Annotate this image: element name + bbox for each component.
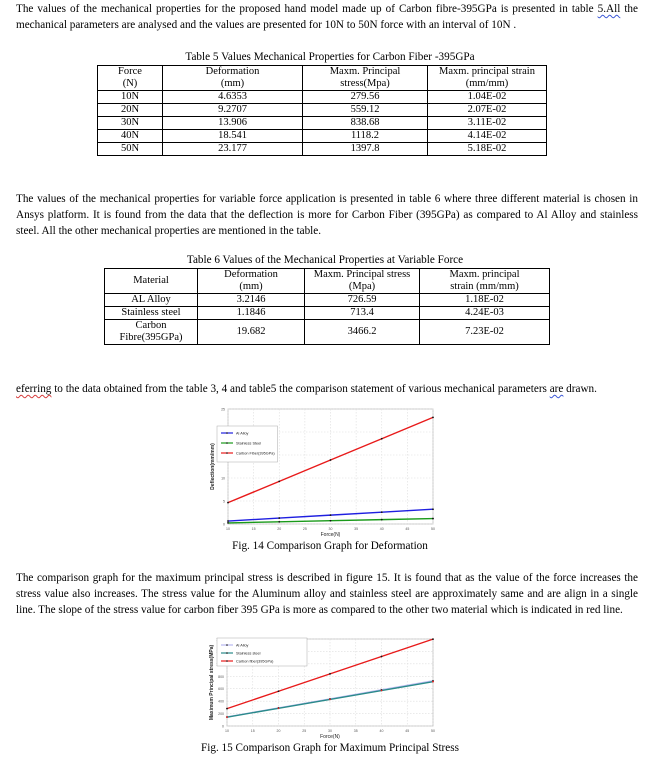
x-tick-label: 35 <box>354 527 359 531</box>
data-point <box>381 438 383 440</box>
misspelled-word[interactable]: eferring <box>16 383 52 395</box>
data-point <box>227 522 229 524</box>
data-point <box>432 518 434 520</box>
y-tick-label: 400 <box>218 699 224 704</box>
table5-header-deformation: Deformation (mm) <box>163 66 303 91</box>
table5-row <box>98 91 547 104</box>
table6-header-material: Material <box>105 269 198 294</box>
table6-material-cell: Carbon Fibre(395GPa) <box>105 320 198 345</box>
table6-header-row <box>105 269 550 294</box>
x-tick-label: 45 <box>405 729 410 733</box>
x-tick-label: 40 <box>379 729 384 733</box>
x-axis-label: Force(N) <box>320 734 340 740</box>
legend-marker <box>226 652 228 654</box>
legend-marker <box>226 442 228 444</box>
data-point <box>330 514 332 516</box>
table5-cell: 1.04E-02 <box>428 91 547 104</box>
paragraph-text: The values of the mechanical properties for the proposed hand model made up of Carbon fibre-395GPa is presented in table <box>16 3 598 15</box>
y-tick-label: 800 <box>218 674 224 679</box>
x-tick-label: 40 <box>379 527 384 531</box>
x-tick-label: 20 <box>277 527 282 531</box>
y-tick-label: 5 <box>223 499 225 504</box>
table5-header-row <box>98 66 547 91</box>
x-axis-label: Force(N) <box>320 532 341 538</box>
y-tick-label: 25 <box>221 407 225 412</box>
table5-cell: 40N <box>98 130 163 143</box>
y-axis-label: Deflection(mm/mm) <box>210 443 216 490</box>
comparison-intro-paragraph <box>16 381 638 397</box>
data-point <box>278 690 280 692</box>
table6-cell: 4.24E-03 <box>420 307 550 320</box>
x-tick-label: 50 <box>431 527 435 531</box>
table5-row <box>98 143 547 156</box>
table5-cell: 279.56 <box>303 91 428 104</box>
table6-caption: Table 6 Values of the Mechanical Properties at Variable Force <box>186 254 464 266</box>
data-point <box>226 708 228 710</box>
x-tick-label: 30 <box>328 729 332 733</box>
table5-cell: 3.11E-02 <box>428 117 547 130</box>
table6-cell: 726.59 <box>305 294 420 307</box>
data-point <box>432 416 434 418</box>
data-point <box>381 656 383 658</box>
x-tick-label: 15 <box>250 729 255 733</box>
table5-cell: 10N <box>98 91 163 104</box>
fig15-caption: Fig. 15 Comparison Graph for Maximum Principal Stress <box>201 742 459 754</box>
data-point <box>278 521 280 523</box>
legend-marker <box>226 644 228 646</box>
x-tick-label: 30 <box>328 527 333 531</box>
table5-cell: 50N <box>98 143 163 156</box>
y-tick-label: 0 <box>223 522 225 527</box>
table6-header-stress: Maxm. Principal stress (Mpa) <box>305 269 420 294</box>
x-tick-label: 25 <box>302 527 307 531</box>
table6-row <box>105 320 550 345</box>
legend-marker <box>226 432 228 434</box>
data-point <box>381 511 383 513</box>
table6-row <box>105 307 550 320</box>
data-point <box>226 716 228 718</box>
table6-intro-paragraph: The values of the mechanical properties for variable force application is presented in table 6 where three different material is chosen in Ansys platform. It is found from the data that the deflection is more for Carbon Fiber (395GPa) as compared to Al Alloy and stainless steel. All the other mechanical properties are mentioned in the table. <box>16 193 638 237</box>
stress-chart <box>195 632 445 742</box>
data-point <box>330 520 332 522</box>
table5-cell: 13.906 <box>163 117 303 130</box>
x-tick-label: 20 <box>276 729 281 733</box>
table6-header-strain: Maxm. principal strain (mm/mm) <box>420 269 550 294</box>
legend-label: Al Alloy <box>236 431 249 436</box>
data-point <box>432 681 434 683</box>
table6-cell: 7.23E-02 <box>420 320 550 345</box>
table6-cell: 713.4 <box>305 307 420 320</box>
table5-row <box>98 117 547 130</box>
table5-cell: 20N <box>98 104 163 117</box>
table5 <box>97 65 547 156</box>
y-tick-label: 600 <box>218 687 224 692</box>
data-point <box>329 699 331 701</box>
data-point <box>329 673 331 675</box>
table5-cell: 23.177 <box>163 143 303 156</box>
table5-cell: 30N <box>98 117 163 130</box>
deformation-chart <box>195 400 445 540</box>
data-point <box>330 459 332 461</box>
table5-cell: 838.68 <box>303 117 428 130</box>
table5-cell: 5.18E-02 <box>428 143 547 156</box>
fig14-caption: Fig. 14 Comparison Graph for Deformation <box>232 540 428 552</box>
paragraph-text: to the data obtained from the table 3, 4 and table5 the comparison statement of various mechanical parameters <box>51 383 550 395</box>
y-axis-label: Maximum Principal stress(MPa) <box>209 644 215 721</box>
table6-header-deformation: Deformation (mm) <box>198 269 305 294</box>
legend-label: Carbon fiber(395GPa) <box>236 659 274 664</box>
table5-cell: 1118.2 <box>303 130 428 143</box>
data-point <box>278 517 280 519</box>
table6-cell: 3466.2 <box>305 320 420 345</box>
table6-cell: 3.2146 <box>198 294 305 307</box>
table5-cell: 2.07E-02 <box>428 104 547 117</box>
table5-caption: Table 5 Values Mechanical Properties for Carbon Fiber -395GPa <box>185 51 475 63</box>
table5-cell: 4.6353 <box>163 91 303 104</box>
x-tick-label: 50 <box>431 729 435 733</box>
x-tick-label: 45 <box>405 527 410 531</box>
x-tick-label: 10 <box>226 527 230 531</box>
legend-label: Stainless Steel <box>236 441 262 446</box>
x-tick-label: 35 <box>353 729 358 733</box>
data-point <box>278 480 280 482</box>
table5-header-force: Force (N) <box>98 66 163 91</box>
x-tick-label: 25 <box>302 729 307 733</box>
table6-row <box>105 294 550 307</box>
legend-marker <box>226 660 228 662</box>
table5-cell: 18.541 <box>163 130 303 143</box>
paragraph-text: drawn. <box>563 383 597 395</box>
y-tick-label: 200 <box>218 712 224 717</box>
legend-marker <box>226 452 228 454</box>
table6-cell: 1.1846 <box>198 307 305 320</box>
table6-cell: 1.18E-02 <box>420 294 550 307</box>
table5-header-strain: Maxm. principal strain (mm/mm) <box>428 66 547 91</box>
data-point <box>381 690 383 692</box>
y-tick-label: 10 <box>221 476 225 481</box>
stress-paragraph: The comparison graph for the maximum principal stress is described in figure 15. It is found that as the value of the force increases the stress value also increases. The stress value for the Aluminum alloy and stainless steel are approximately same and are align in a single line. The slope of the stress value for carbon fiber 395 GPa is more as compared to the other two material which is indicated in red line. <box>16 572 638 616</box>
flagged-word[interactable]: are <box>549 383 564 395</box>
table6-cell: 19.682 <box>198 320 305 345</box>
x-tick-label: 10 <box>225 729 229 733</box>
table5-cell: 1397.8 <box>303 143 428 156</box>
table5-cell: 559.12 <box>303 104 428 117</box>
table6-material-cell: AL Alloy <box>105 294 198 307</box>
table6 <box>104 268 550 345</box>
flagged-word[interactable]: 5.All <box>597 3 621 15</box>
data-point <box>381 519 383 521</box>
data-point <box>432 508 434 510</box>
table6-material-cell: Stainless steel <box>105 307 198 320</box>
legend-label: Al Alloy <box>236 643 249 648</box>
table5-row <box>98 104 547 117</box>
table5-cell: 4.14E-02 <box>428 130 547 143</box>
table5-cell: 9.2707 <box>163 104 303 117</box>
y-tick-label: 0 <box>222 724 224 729</box>
legend-label: Stainless steel <box>236 651 261 656</box>
data-point <box>227 520 229 522</box>
data-point <box>278 707 280 709</box>
x-tick-label: 15 <box>251 527 256 531</box>
data-point <box>432 638 434 640</box>
intro-paragraph <box>16 1 638 33</box>
table5-header-stress: Maxm. Principal stress(Mpa) <box>303 66 428 91</box>
data-point <box>227 502 229 504</box>
table5-row <box>98 130 547 143</box>
paragraph-text: the mechanical parameters are analysed and the values are presented for 10N to 50N force with an interval of 10N . <box>16 3 638 31</box>
legend-label: Carbon Fiber(395GPa) <box>236 451 275 456</box>
